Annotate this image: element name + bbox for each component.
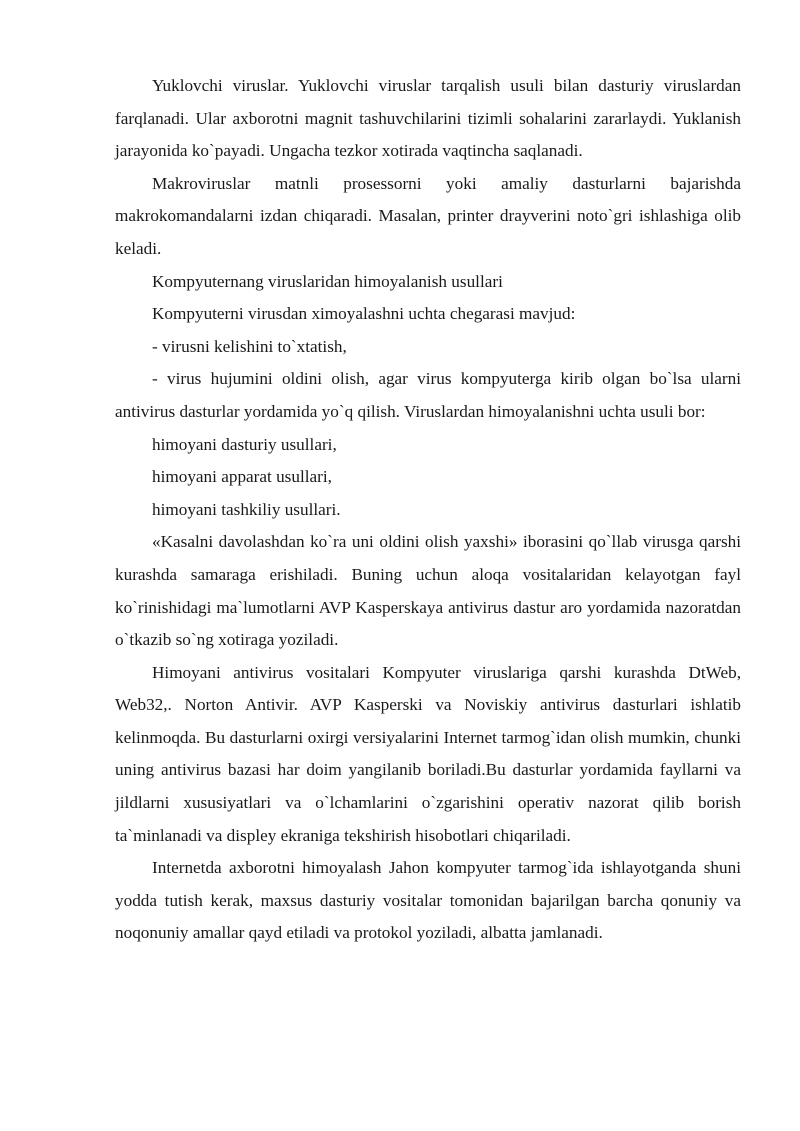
document-page (115, 70, 741, 950)
section-heading-protection-methods: Kompyuternang viruslaridan himoyalanish usullari (152, 271, 503, 291)
paragraph-antivirus-tools: Himoyani antivirus vositalari Kompyuter viruslariga qarshi kurashda DtWeb, Web32,. Norton Antivir. AVP Kasperski va Noviskiy antivirus dasturlari ishlatib kelinmoqda. Bu dasturlarni oxirgi versiyalarini Internet tarmog`idan olish mumkin, chunki uning antivirus bazasi har doim yangilanib boriladi.Bu dasturlar yordamida fayllarni va jildlarni xususiyatlari va o`lchamlarini o`zgarishini operativ nazorat qilib borish ta`minlanadi va displey ekraniga tekshirish hisobotlari chiqariladi. (115, 662, 741, 845)
paragraph-prevention: «Kasalni davolashdan ko`ra uni oldini olish yaxshi» iborasini qo`llab virusga qarshi kurashda samaraga erishiladi. Buning uchun aloqa vositalaridan kelayotgan fayl ko`rinishidagi ma`lumotlarni AVP Kasperskaya antivirus dastur aro yordamida nazoratdan o`tkazib so`ng xotiraga yoziladi. (115, 532, 741, 650)
list-item-software-methods: himoyani dasturiy usullari, (152, 434, 337, 454)
paragraph-boot-viruses: Yuklovchi viruslar. Yuklovchi viruslar tarqalish usuli bilan dasturiy viruslardan farqlanadi. Ular axborotni magnit tashuvchilarini tizimli sohalarini zararlaydi. Yuklanish jarayonida ko`payadi. Ungacha tezkor xotirada vaqtincha saqlanadi. (115, 76, 741, 161)
list-item-stop-virus-arrival: - virusni kelishini to`xtatish, (152, 336, 347, 356)
paragraph-macro-viruses: Makroviruslar matnli prosessorni yoki amaliy dasturlarni bajarishda makrokomandalarni izdan chiqaradi. Masalan, printer drayverini noto`gri ishlashiga olib keladi. (115, 173, 741, 258)
paragraph-internet-protection: Internetda axborotni himoyalash Jahon kompyuter tarmog`ida ishlayotganda shuni yodda tutish kerak, maxsus dasturiy vositalar tomonidan bajarilgan barcha qonuniy va noqonuniy amallar qayd etiladi va protokol yoziladi, albatta jamlanadi. (115, 858, 741, 943)
paragraph-protection-boundaries: Kompyuterni virusdan ximoyalashni uchta chegarasi mavjud: (152, 304, 576, 324)
list-item-prevent-virus-attack: - virus hujumini oldini olish, agar virus kompyuterga kirib olgan bo`lsa ularni antivirus dasturlar yordamida yo`q qilish. Viruslardan himoyalanishni uchta usuli bor: (115, 369, 741, 421)
list-item-hardware-methods: himoyani apparat usullari, (152, 467, 332, 487)
list-item-organizational-methods: himoyani tashkiliy usullari. (152, 499, 341, 519)
